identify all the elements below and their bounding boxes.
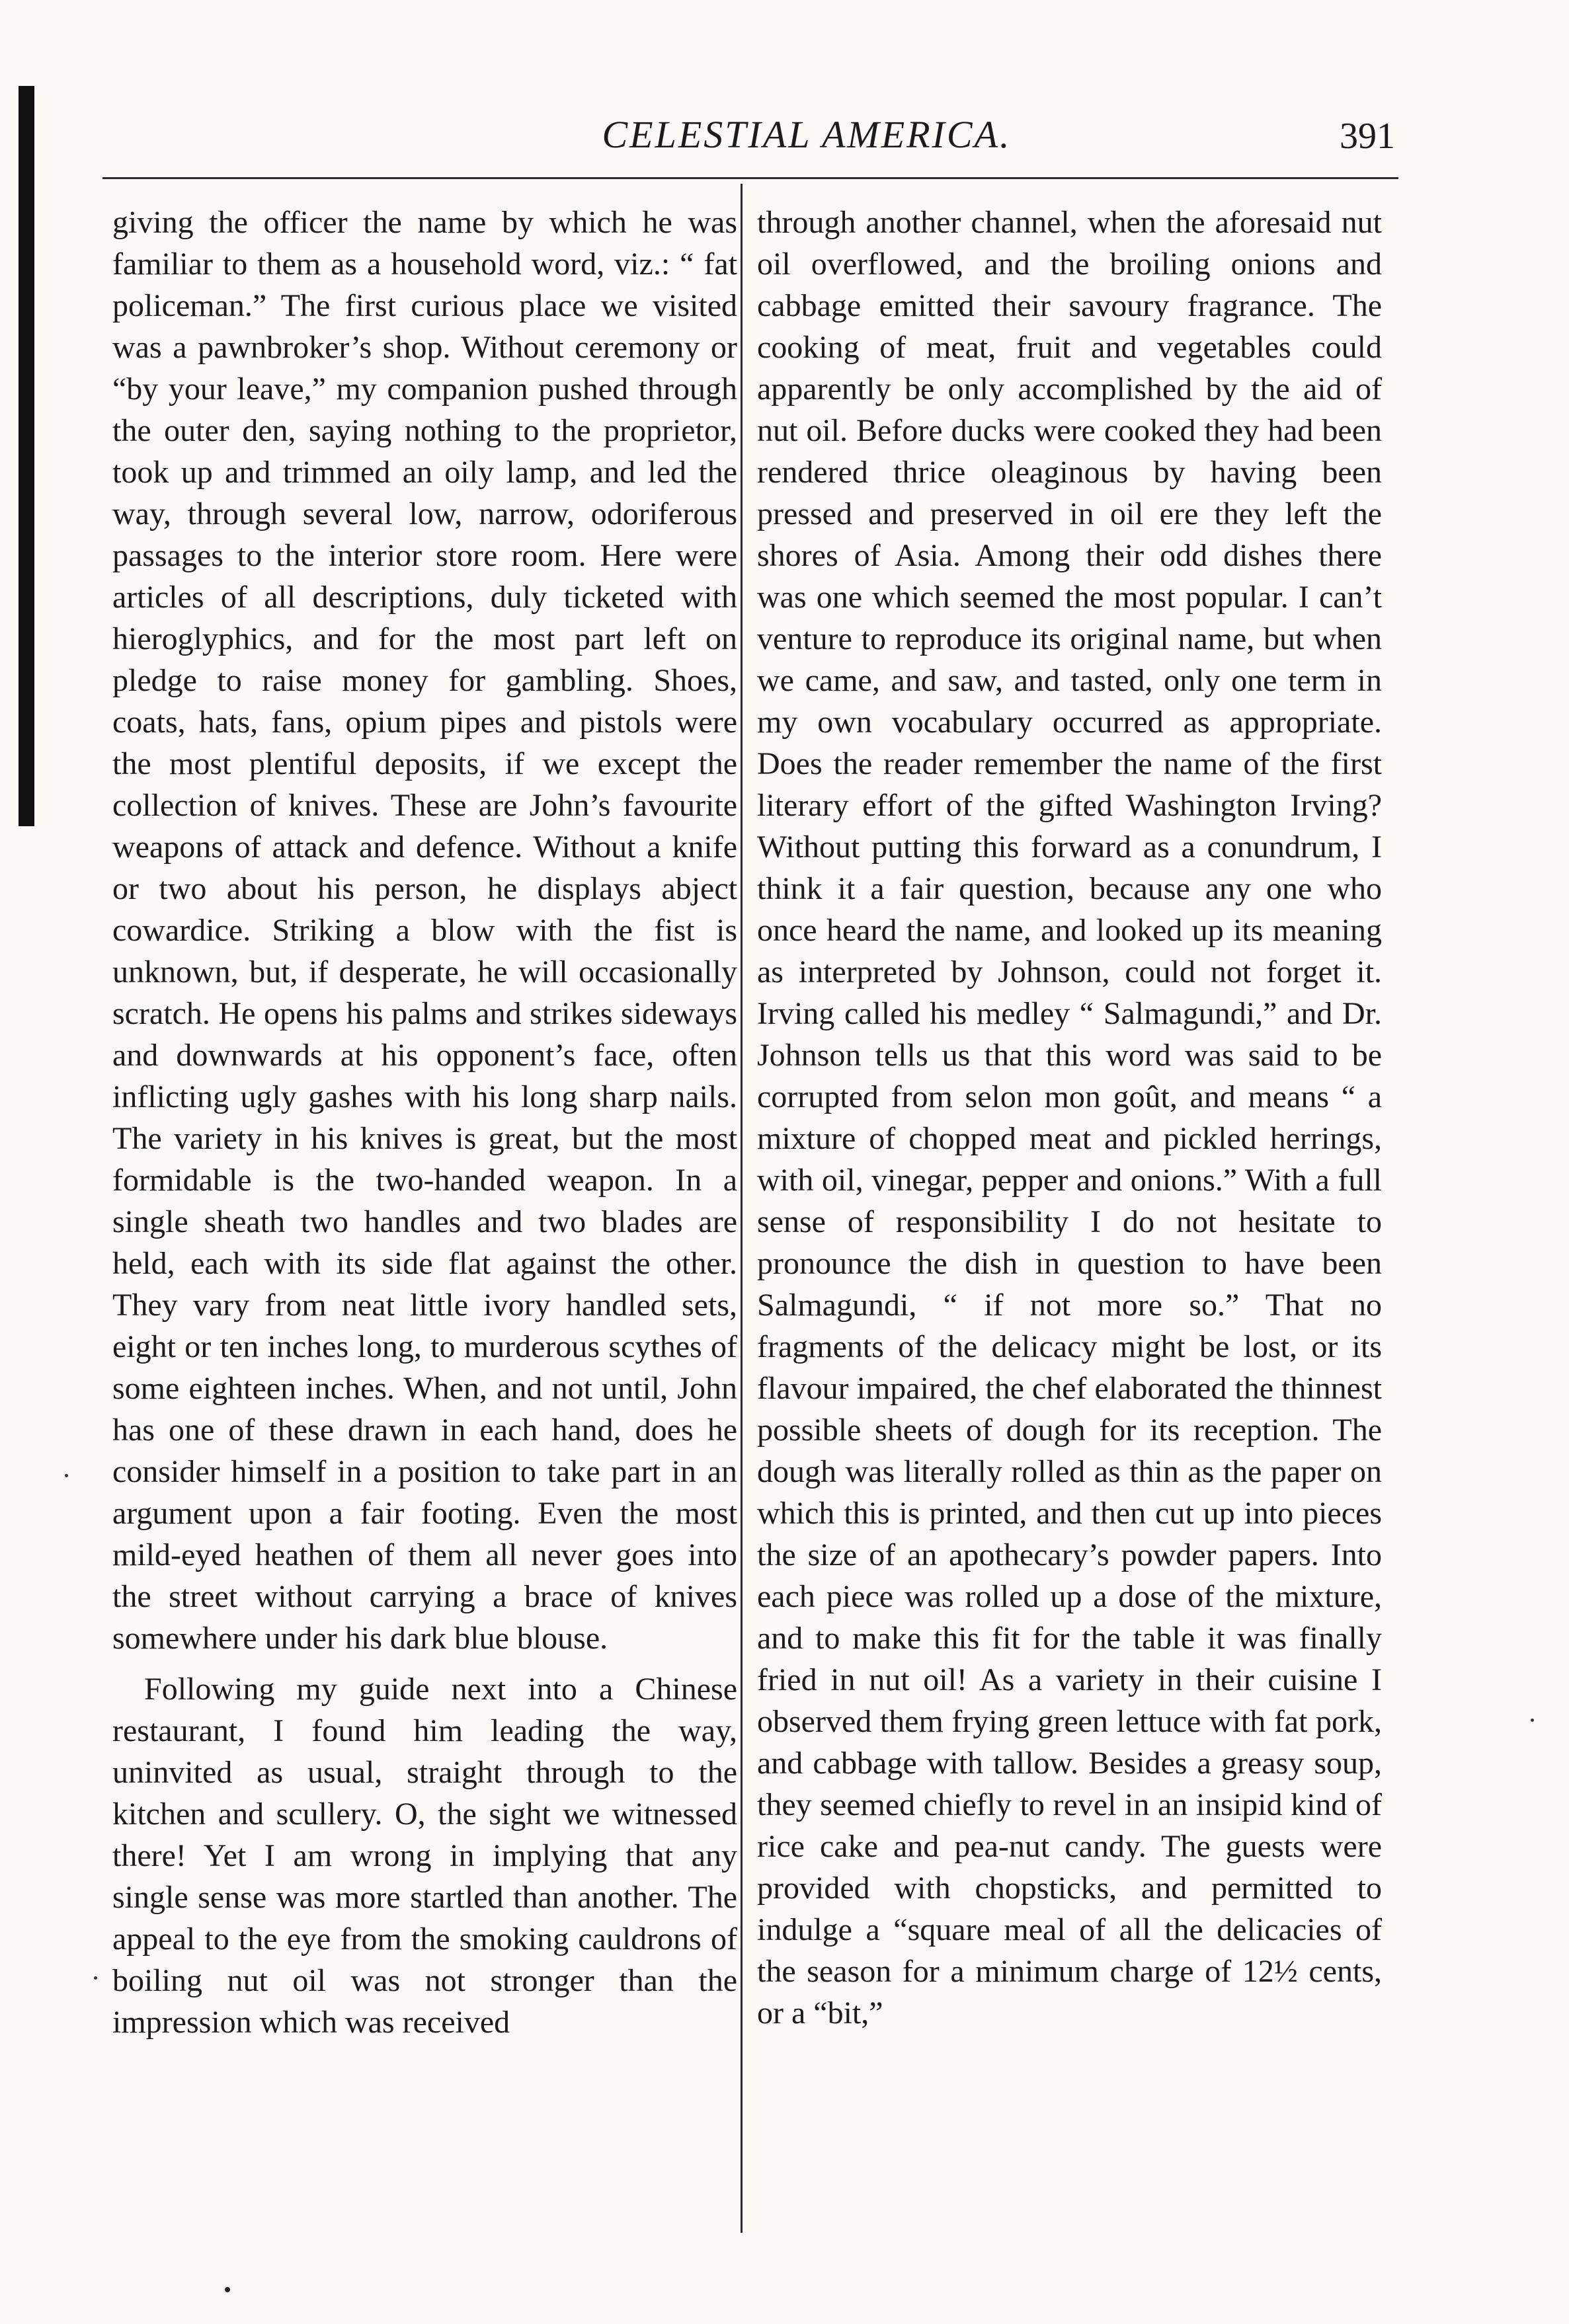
header-rule xyxy=(102,177,1398,179)
left-paragraph-1: giving the officer the name by which he was familiar to them as a household word, viz.: “ fat policeman.” The first curious place we visited was a pawnbroker’s shop. Without ceremony or “by your leave,” my companion pushed through the outer den, saying nothing to the proprietor, took up and trimmed an oily lamp, and led the way, through several low, narrow, odoriferous passages to the interior store room. Here were articles of all descriptions, duly ticketed with hieroglyphics, and for the most part left on pledge to raise money for gambling. Shoes, coats, hats, fans, opium pipes and pistols were the most plentiful deposits, if we except the collection of knives. These are John’s favourite weapons of attack and defence. Without a knife or two about his person, he displays abject cowardice. Striking a blow with the fist is unknown, but, if desperate, he will occasionally scratch. He opens his palms and strikes sideways and downwards at his opponent’s face, often inflicting ugly gashes with his long sharp nails. The variety in his knives is great, but the most formidable is the two-handed weapon. In a single sheath two handles and two blades are held, each with its side flat against the other. They vary from neat little ivory handled sets, eight or ten inches long, to murderous scythes of some eighteen inches. When, and not until, John has one of these drawn in each hand, does he consider himself in a position to take part in an argument upon a fair footing. Even the most mild-eyed heathen of them all never goes into the street without carrying a brace of knives somewhere under his dark blue blouse. xyxy=(112,205,737,1656)
left-paragraph-2: Following my guide next into a Chinese restaurant, I found him leading the way, uninvited as usual, straight through to the kitchen and scullery. O, the sight we witnessed there! Yet I am wrong in implying that any single sense was more startled than another. The appeal to the eye from the smoking cauldrons of boiling nut oil was not stronger than the impression which was received xyxy=(112,1672,737,2040)
paper-speck xyxy=(65,1474,68,1477)
bottom-paper-speck xyxy=(225,2287,230,2292)
paper-speck xyxy=(1531,1719,1534,1722)
page-number: 391 xyxy=(1340,116,1395,157)
column-divider xyxy=(741,184,743,2233)
left-text-column xyxy=(112,202,737,2043)
paper-speck xyxy=(94,1976,97,1980)
page-header xyxy=(112,112,1395,165)
right-paragraph-1: through another channel, when the aforesaid nut oil overflowed, and the broiling onions and cabbage emitted their savoury fragrance. The cooking of meat, fruit and vegetables could apparently be only accomplished by the aid of nut oil. Before ducks were cooked they had been rendered thrice oleaginous by having been pressed and preserved in oil ere they left the shores of Asia. Among their odd dishes there was one which seemed the most popular. I can’t venture to reproduce its original name, but when we came, and saw, and tasted, only one term in my own vocabulary occurred as appropriate. Does the reader remember the name of the first literary effort of the gifted Washington Irving? Without putting this forward as a conundrum, I think it a fair question, because any one who once heard the name, and looked up its meaning as interpreted by Johnson, could not forget it. Irving called his medley “ Salmagundi,” and Dr. Johnson tells us that this word was said to be corrupted from selon mon goût, and means “ a mixture of chopped meat and pickled herrings, with oil, vinegar, pepper and onions.” With a full sense of responsibility I do not hesitate to pronounce the dish in question to have been Salmagundi, “ if not more so.” That no fragments of the delicacy might be lost, or its flavour impaired, the chef elaborated the thinnest possible sheets of dough for its reception. The dough was literally rolled as thin as the paper on which this is printed, and then cut up into pieces the size of an apothecary’s powder papers. Into each piece was rolled up a dose of the mixture, and to make this fit for the table it was finally fried in nut oil! As a variety in their cuisine I observed them frying green lettuce with fat pork, and cabbage with tallow. Besides a greasy soup, they seemed chiefly to revel in an insipid kind of rice cake and pea-nut candy. The guests were provided with chopsticks, and permitted to indulge a “square meal of all the delicacies of the season for a minimum charge of 12½ cents, or a “bit,” xyxy=(757,205,1382,2031)
right-text-column xyxy=(757,202,1382,2034)
running-head: CELESTIAL AMERICA. xyxy=(602,113,1012,156)
binding-shadow-mark xyxy=(19,86,34,826)
